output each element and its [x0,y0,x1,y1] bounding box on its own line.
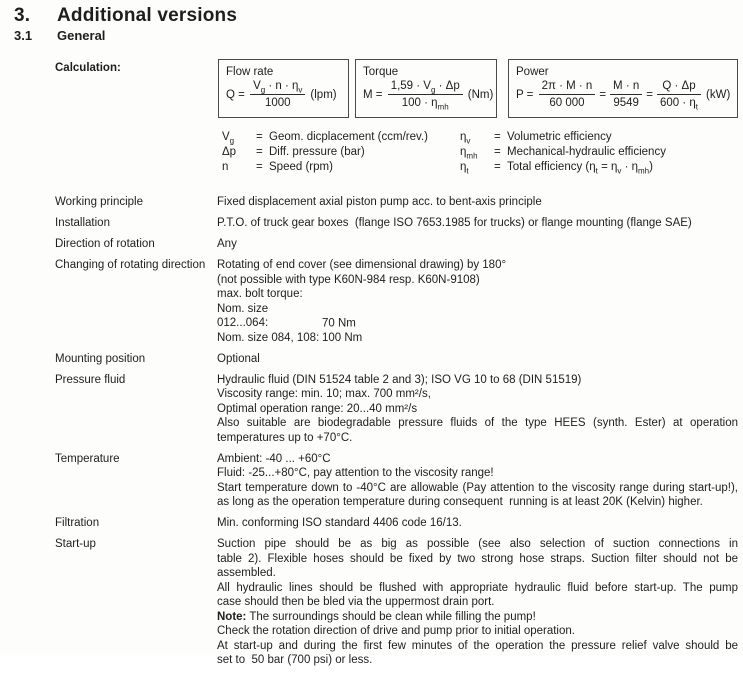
spec-line: At start-up and during the first few minutes of the operation the pressure relief valve should be [217,639,738,652]
spec-line: Optional [217,352,260,365]
spec-line: Suction pipe should be as big as possible (see also selection of suction connections in [217,538,738,550]
spec-row-content [217,237,738,252]
legend-row [460,130,666,145]
formula-unit: (lpm) [310,88,337,101]
formula-box-flow-rate [218,59,349,118]
spec-row-content [217,195,738,210]
spec-line [217,331,738,346]
denominator: 1000 [250,94,305,109]
legend-row [460,160,666,175]
legend-definition: Diff. pressure (bar) [269,146,365,159]
denominator: $600 \cdot \eta_t$ [657,94,701,109]
legend-definition: Volumetric efficiency [507,131,612,143]
spec-pair-value: 100 Nm [322,331,363,344]
section-heading [14,5,237,27]
spec-line: All hydraulic lines should be flushed with appropriate hydraulic fluid before start-up. The pump [217,581,738,594]
spec-line: Ambient: -40 ... +60°C [217,452,331,465]
legend-symbol: n [222,161,229,174]
equals-sign: = [494,131,501,143]
equals-sign: = [646,88,653,101]
spec-row-label: Working principle [55,196,143,208]
subsection-number: 3.1 [14,28,33,43]
fraction [250,80,305,109]
spec-pair-key: Nom. size 084, 108: [217,331,320,344]
spec-line: Optimal operation range: 20...40 mm²/s [217,402,418,415]
legend-column-left [222,130,460,176]
spec-row-label: Start-up [55,538,96,550]
power-formula [516,80,731,112]
fraction [388,80,463,112]
formula-boxes [218,59,738,118]
formula-title: Power [516,66,549,78]
spec-row-label: Installation [55,217,110,229]
legend-row [460,145,666,160]
formula-title: Flow rate [226,66,274,78]
formula-title: Torque [363,66,399,78]
section-title: Additional versions [57,5,238,26]
numerator: Q · Δp [662,80,696,92]
formula-box-torque [355,59,497,118]
spec-line: Start temperature down to -40°C are allowable (Pay attention to the viscosity range during start-up!), [217,481,738,494]
spec-row-label: Direction of rotation [55,238,155,250]
legend-definition: Speed (rpm) [269,161,333,174]
spec-line: Hydraulic fluid (DIN 51524 table 2 and 3); ISO VG 10 to 68 (DIN 51519) [217,373,582,386]
spec-line: Min. conforming ISO standard 4406 code 16/13. [217,517,462,529]
fraction [610,80,642,109]
spec-row [55,373,743,446]
formula-unit: (kW) [706,88,731,101]
equals-sign: = [599,88,607,101]
spec-row-content [217,216,738,231]
spec-row-label: Filtration [55,517,100,529]
spec-row [55,537,743,668]
spec-row-label: Pressure fluid [55,373,126,386]
legend-symbol: $\eta_t$ [460,161,469,176]
spec-line: max. bolt torque: [217,288,303,300]
spec-row-label: Temperature [55,452,120,465]
legend-definition: Total efficiency $(\eta_t = \eta_v \cdot \eta_{mh})$ [507,161,653,176]
spec-row-content [217,352,738,367]
note-prefix: Note: [217,610,247,623]
symbol-legend [222,130,666,176]
denominator: $100 \cdot \eta_{mh}$ [388,94,463,109]
spec-line: Rotating of end cover (see dimensional drawing) by 180° [217,259,507,271]
subsection-title: General [57,28,106,43]
legend-symbol: Δp [222,146,237,159]
spec-pair-key: Nom. size 012...064: [217,302,272,329]
formula-lhs: M = [363,88,386,101]
denominator: 60 000 [539,94,596,109]
spec-row [55,195,743,210]
numerator: $1,59 \cdot V_g \cdot \Delta p$ [390,80,460,95]
subsection-heading [14,28,105,43]
spec-line: as long as the operation temperature during consequent running is at least 20K (Kelvin) higher. [217,496,703,508]
legend-symbol: $\eta_v$ [460,131,471,146]
equals-sign: = [494,146,501,159]
spec-line: (not possible with type K60N-984 resp. K60N-9108) [217,273,480,286]
specification-rows [55,195,743,674]
formula-lhs: Q = [226,88,249,101]
spec-line: Fixed displacement axial piston pump acc. to bent-axis principle [217,196,542,208]
equals-sign: = [494,161,501,174]
equals-sign: = [256,161,263,174]
fraction [539,80,596,109]
legend-row [222,130,460,145]
spec-row [55,452,743,510]
spec-line: Check the rotation direction of drive and pump prior to initial operation. [217,625,575,637]
spec-line: Viscosity range: min. 10; max. 700 mm²/s, [217,388,431,400]
spec-line: Note: The surroundings should be clean while filling the pump! [217,610,536,623]
spec-row-content [217,373,738,446]
equals-sign: = [256,131,263,143]
spec-pair-value: 70 Nm [322,317,356,329]
legend-row [222,145,460,160]
spec-row-content [217,452,738,510]
spec-row [55,216,743,231]
spec-line [217,302,738,331]
legend-definition: Geom. dicplacement (ccm/rev.) [269,131,428,143]
section-number: 3. [14,5,31,26]
legend-definition: Mechanical-hydraulic efficiency [507,146,666,159]
spec-line: case should then be bled via the uppermost drain port. [217,596,495,608]
spec-line: Also suitable are biodegradable pressure fluids of the type HEES (synth. Ester) at operation [217,417,738,429]
spec-line: assembled. [217,567,276,579]
numerator: $V_g \cdot n \cdot \eta_v$ [253,80,303,95]
legend-symbol: $\eta_{mh}$ [460,146,478,161]
spec-line: temperatures up to +70°C. [217,431,353,444]
denominator: 9549 [610,94,642,109]
spec-row-content [217,258,738,345]
legend-symbol: $V_g$ [222,131,235,146]
spec-row-content [217,516,738,531]
spec-line: table 2). Flexible hoses should be fixed by two strong hose straps. Suction filter should not be [217,552,738,565]
fraction [657,80,701,112]
spec-row-label: Changing of rotating direction [55,259,206,271]
spec-line: Fluid: -25...+80°C, pay attention to the viscosity range! [217,467,494,479]
spec-row [55,258,743,345]
spec-row [55,516,743,531]
numerator: M · n [613,80,640,92]
formula-lhs: P = [516,88,537,101]
equals-sign: = [256,146,263,159]
flow-rate-formula [226,80,341,109]
spec-line: P.T.O. of truck gear boxes (flange ISO 7653.1985 for trucks) or flange mounting (flange SAE) [217,217,692,229]
spec-row [55,352,743,367]
spec-row-label: Mounting position [55,352,146,365]
spec-row-content [217,537,738,668]
formula-box-power [508,59,738,118]
numerator: 2π · M · n [541,80,593,92]
formula-unit: (Nm) [467,88,494,101]
spec-row [55,237,743,252]
torque-formula [363,80,494,112]
calculation-label: Calculation: [55,62,121,74]
spec-line: set to 50 bar (700 psi) or less. [217,654,373,666]
legend-column-right [460,130,666,176]
legend-row [222,160,460,175]
spec-line: Any [217,238,237,250]
